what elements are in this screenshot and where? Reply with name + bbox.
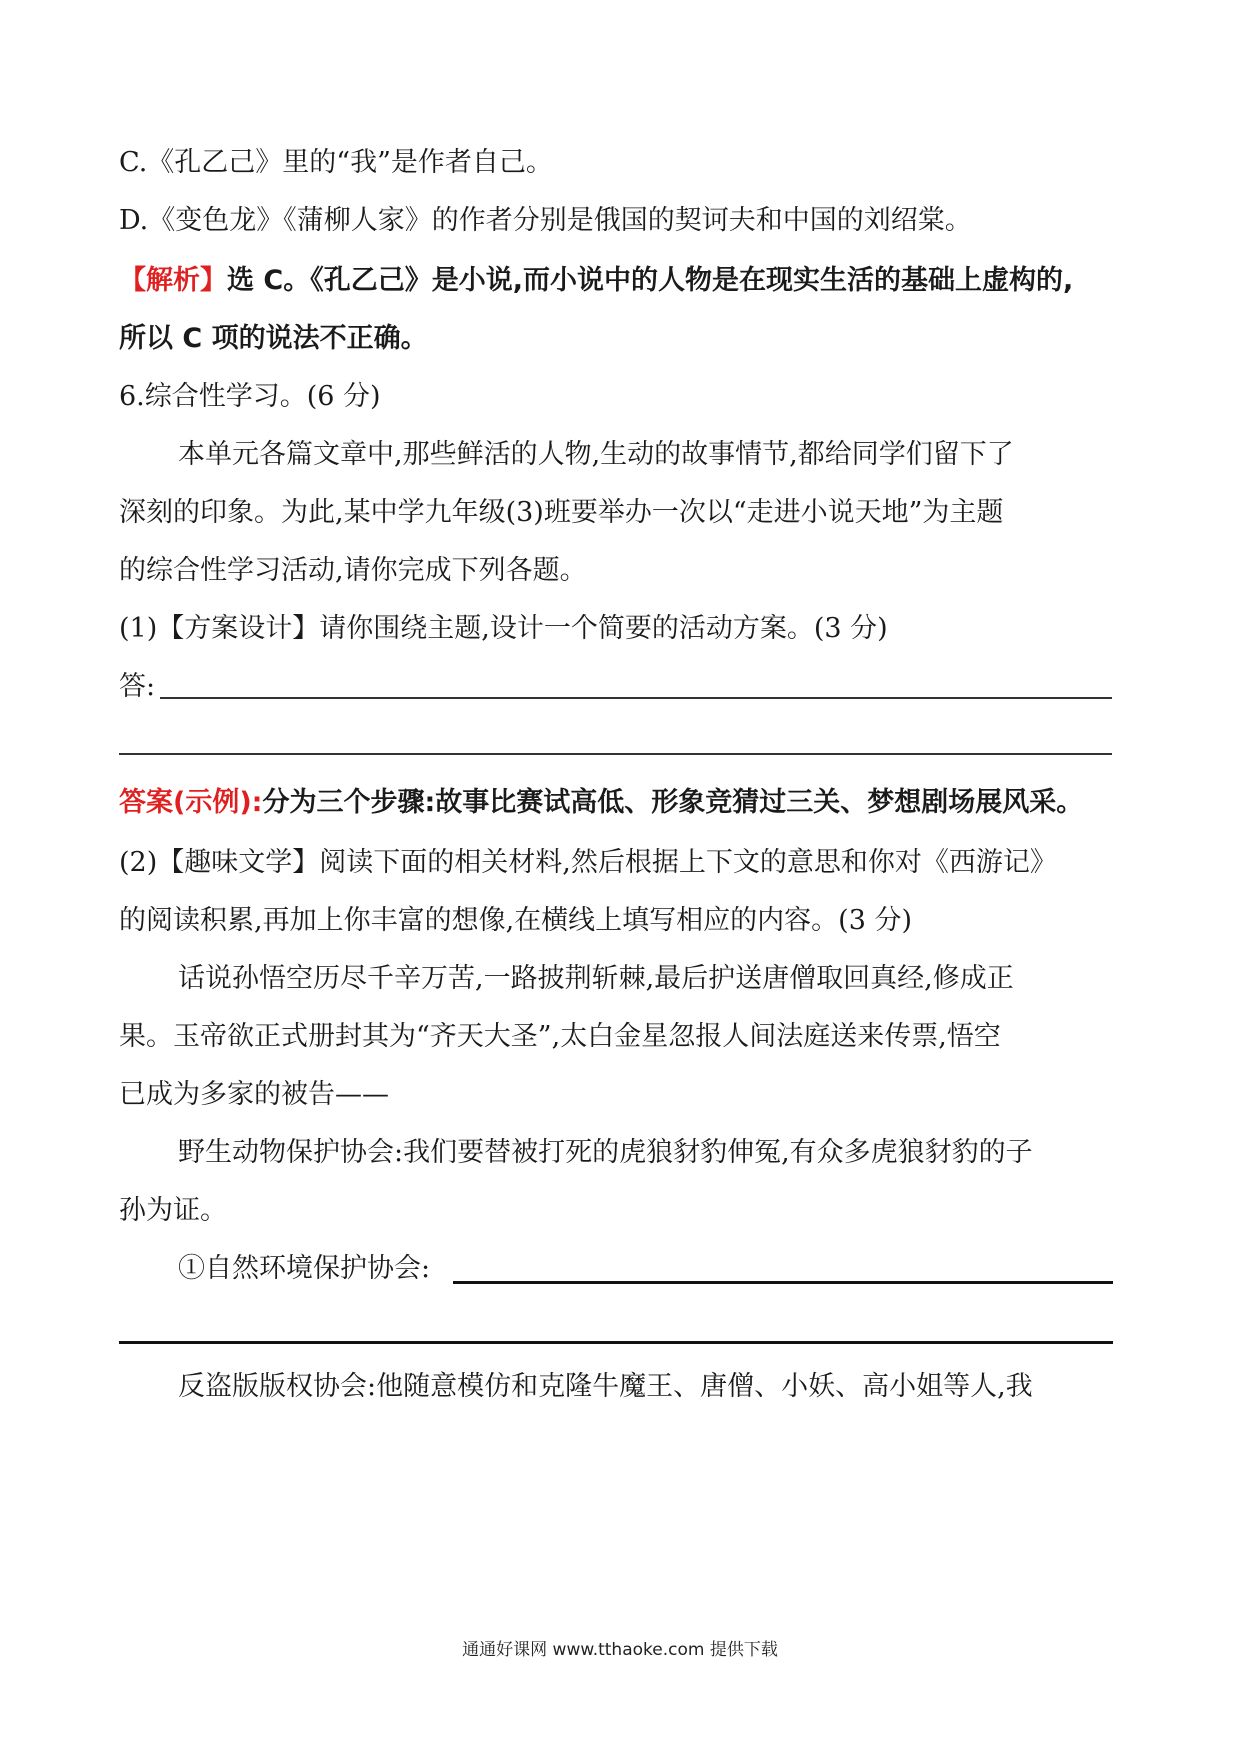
analysis-text: 选 C。《孔乙己》是小说,而小说中的人物是在现实生活的基础上虚构的,	[227, 265, 1074, 296]
option-d: D.《变色龙》《蒲柳人家》的作者分别是俄国的契诃夫和中国的刘绍棠。	[119, 205, 972, 236]
analysis-tag: 【解析】	[119, 265, 227, 296]
answer-example-tag: 答案(示例):	[119, 787, 263, 818]
question-6-title: 6.综合性学习。(6 分)	[119, 381, 381, 412]
environment-blank-1[interactable]	[453, 1281, 1113, 1284]
answer-blank-1[interactable]	[160, 697, 1112, 699]
piracy-line: 反盗版版权协会:他随意模仿和克隆牛魔王、唐僧、小妖、高小姐等人,我	[178, 1371, 1033, 1402]
option-c: C.《孔乙己》里的“我”是作者自己。	[119, 147, 553, 178]
wildlife-line-2: 孙为证。	[119, 1195, 227, 1226]
analysis-line-2: 所以 C 项的说法不正确。	[119, 323, 428, 354]
intro-line-3: 的综合性学习活动,请你完成下列各题。	[119, 555, 587, 586]
answer-example	[119, 786, 1129, 820]
intro-line-2: 深刻的印象。为此,某中学九年级(3)班要举办一次以“走进小说天地”为主题	[119, 497, 1004, 528]
answer-example-text: 分为三个步骤:故事比赛试高低、形象竞猜过三关、梦想剧场展风采。	[262, 787, 1084, 818]
sub-question-2-line-1: (2)【趣味文学】阅读下面的相关材料,然后根据上下文的意思和你对《西游记》	[119, 847, 1057, 878]
story-line-2: 果。玉帝欲正式册封其为“齐天大圣”,太白金星忽报人间法庭送来传票,悟空	[119, 1021, 1001, 1052]
footer-credit: 通通好课网 www.tthaoke.com 提供下载	[462, 1640, 778, 1660]
story-line-3: 已成为多家的被告——	[119, 1079, 389, 1110]
sub-question-2-line-2: 的阅读积累,再加上你丰富的想像,在横线上填写相应的内容。(3 分)	[119, 905, 912, 936]
analysis-line-1	[119, 264, 1129, 298]
answer-blank-2[interactable]	[119, 753, 1112, 755]
environment-blank-2[interactable]	[119, 1341, 1113, 1344]
intro-line-1: 本单元各篇文章中,那些鲜活的人物,生动的故事情节,都给同学们留下了	[178, 439, 1014, 470]
sub-question-1: (1)【方案设计】请你围绕主题,设计一个简要的活动方案。(3 分)	[119, 613, 888, 644]
wildlife-line-1: 野生动物保护协会:我们要替被打死的虎狼豺豹伸冤,有众多虎狼豺豹的子	[178, 1137, 1033, 1168]
story-line-1: 话说孙悟空历尽千辛万苦,一路披荆斩棘,最后护送唐僧取回真经,修成正	[178, 963, 1014, 994]
answer-label: 答:	[119, 671, 156, 702]
environment-prompt: ①自然环境保护协会:	[178, 1253, 431, 1284]
